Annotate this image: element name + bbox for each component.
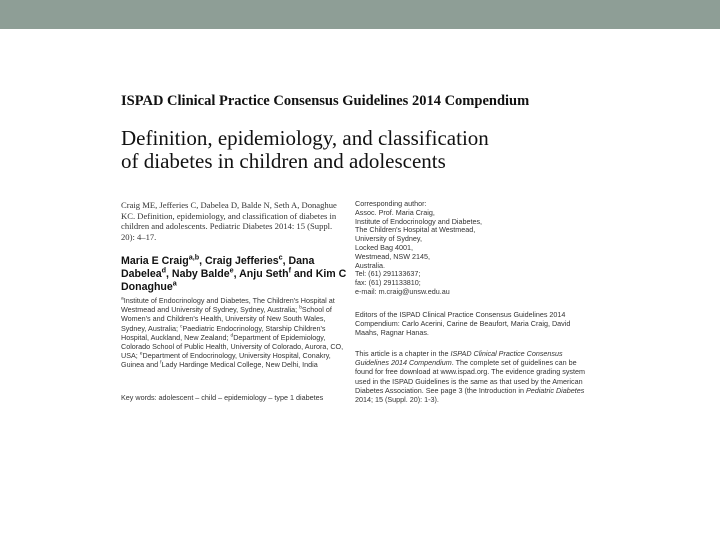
corresponding-author-line: Locked Bag 4001, bbox=[355, 242, 413, 252]
article-title-line: of diabetes in children and adolescents bbox=[121, 149, 446, 173]
author-list bbox=[121, 252, 351, 294]
affiliation-marker: b bbox=[299, 305, 302, 311]
keywords: Key words: adolescent – child – epidemiology – type 1 diabetes bbox=[121, 393, 324, 402]
top-color-band bbox=[0, 0, 720, 29]
corresponding-author-email: e-mail: m.craig@unsw.edu.au bbox=[355, 286, 450, 296]
author-affiliation-marker: a,b bbox=[188, 252, 200, 262]
affiliation-marker: f bbox=[160, 361, 162, 367]
affiliation-text: Lady Hardinge Medical College, New Delhi, India bbox=[161, 360, 318, 370]
author-affiliation-marker: c bbox=[278, 252, 283, 262]
author-name: Maria E Craig bbox=[121, 255, 189, 267]
corresponding-author-line: Institute of Endocrinology and Diabetes, bbox=[355, 216, 483, 226]
author-separator: and bbox=[290, 268, 316, 280]
editors-note: Editors of the ISPAD Clinical Practice Consensus Guidelines 2014 Compendium: Carlo Acerini, Carine de Beaufort, Maria Craig, David Maahs, Ragnar Hanas. bbox=[355, 310, 571, 338]
author-separator: , bbox=[166, 268, 172, 280]
corresponding-author-line: Westmead, NSW 2145, bbox=[355, 251, 430, 261]
corresponding-author-block bbox=[355, 200, 585, 297]
series-title: ISPAD Clinical Practice Consensus Guidelines 2014 Compendium bbox=[121, 93, 530, 109]
author-affiliation-marker: a bbox=[172, 278, 177, 288]
author-affiliation-marker: f bbox=[288, 265, 291, 275]
author-name: Naby Balde bbox=[171, 268, 230, 280]
affiliation-text: Paediatric Endocrinology, Starship Children's Hospital, Auckland, New Zealand; bbox=[121, 323, 326, 342]
affiliation-marker: e bbox=[139, 351, 143, 357]
affiliation-text: School of Women's and Children's Health, University of New South Wales, Sydney, Australia; bbox=[121, 305, 332, 333]
affiliation-marker: a bbox=[121, 296, 124, 302]
author-separator: , bbox=[282, 255, 289, 267]
corresponding-author-line: Corresponding author: bbox=[355, 199, 427, 208]
corresponding-author-line: University of Sydney, bbox=[355, 234, 422, 244]
corresponding-author-line: fax: (61) 291133810; bbox=[355, 278, 421, 288]
author-affiliation-marker: e bbox=[229, 265, 234, 275]
author-name: Anju Seth bbox=[239, 268, 289, 280]
affiliation-text: Institute of Endocrinology and Diabetes, The Children's Hospital at Westmead and University of Sydney, Sydney, Australia; bbox=[121, 296, 335, 315]
corresponding-author-line: The Children's Hospital at Westmead, bbox=[355, 225, 476, 235]
chapter-note bbox=[355, 349, 589, 404]
citation: Craig ME, Jefferies C, Dabelea D, Balde N, Seth A, Donaghue KC. Definition, epidemiology, and classification of diabetes in children and adolescents. Pediatric Diabetes 2014: 15 (Suppl. 20): 4–17. bbox=[121, 200, 337, 242]
affiliations bbox=[121, 296, 346, 370]
author-separator: , bbox=[233, 268, 240, 280]
author-separator: , bbox=[199, 255, 205, 267]
chapter-note-italic: Pediatric Diabetes bbox=[526, 385, 585, 395]
affiliation-text: Department of Epidemiology, Colorado School of Public Health, University of Colorado, Aurora, CO, USA; bbox=[121, 332, 344, 361]
author-name: Dana Dabelea bbox=[121, 255, 315, 280]
affiliation-text: Department of Endocrinology, University Hospital, Conakry, Guinea and bbox=[121, 351, 331, 370]
article-title bbox=[121, 127, 489, 173]
corresponding-author-line: Assoc. Prof. Maria Craig, bbox=[355, 207, 435, 217]
chapter-note-text: 2014; 15 (Suppl. 20): 1-3). bbox=[355, 395, 439, 405]
chapter-note-italic: ISPAD Clinical Practice Consensus Guidelines 2014 Compendium bbox=[355, 349, 563, 368]
author-name: Kim C Donaghue bbox=[121, 268, 347, 293]
corresponding-author-line: Australia. bbox=[355, 260, 385, 270]
article-title-line: Definition, epidemiology, and classification bbox=[121, 126, 489, 150]
chapter-note-text: This article is a chapter in the bbox=[355, 349, 451, 358]
chapter-note-text: . The complete set of guidelines can be found for free download at www.ispad.org. The evidence grading system used in the ISPAD Guidelines is the same as that used by the American Diabetes Association. See page 3 (the Introduction in bbox=[355, 358, 585, 395]
author-affiliation-marker: d bbox=[161, 265, 167, 275]
author-name: Craig Jefferies bbox=[205, 255, 279, 267]
corresponding-author-line: Tel: (61) 291133637; bbox=[355, 269, 421, 279]
affiliation-marker: d bbox=[230, 333, 234, 339]
affiliation-marker: c bbox=[180, 324, 183, 330]
